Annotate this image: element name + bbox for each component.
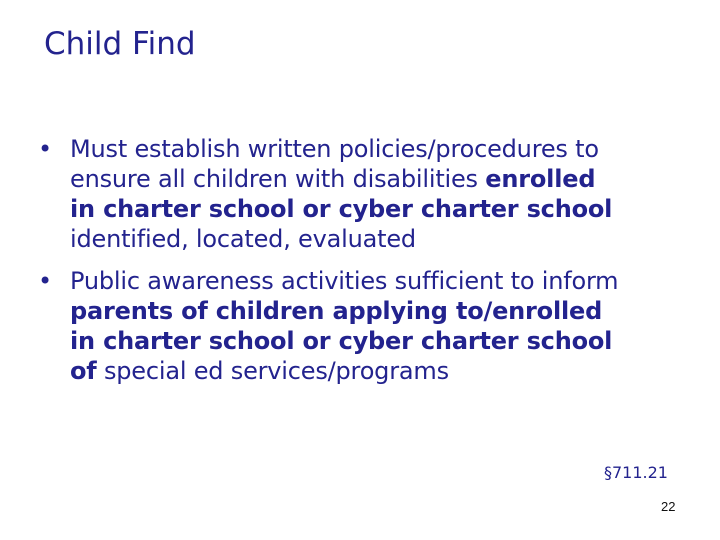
bullet-line — [70, 224, 696, 254]
bullet-line — [70, 164, 696, 194]
bullet-text: special ed services/programs — [96, 357, 449, 385]
bullet-item — [36, 266, 696, 386]
bullet-line — [70, 194, 696, 224]
bullet-text-bold: of — [70, 357, 97, 385]
bullet-line — [70, 356, 696, 386]
bullet-text-bold: in charter school or cyber charter school — [70, 327, 613, 355]
bullet-text: Public awareness activities sufficient to inform — [70, 267, 619, 295]
bullet-marker: • — [38, 267, 52, 295]
bullet-text: identified, located, evaluated — [70, 225, 416, 253]
bullet-item — [36, 134, 696, 254]
page-number: 22 — [661, 499, 676, 514]
bullet-line — [70, 134, 696, 164]
bullet-text-bold: enrolled — [485, 165, 596, 193]
bullet-line — [70, 326, 696, 356]
bullet-text-bold: in charter school or cyber charter school — [70, 195, 613, 223]
bullet-text: Must establish written policies/procedures to — [70, 135, 599, 163]
bullet-marker: • — [38, 135, 52, 163]
bullet-text: ensure all children with disabilities — [70, 165, 486, 193]
citation: §711.21 — [604, 463, 668, 482]
bullet-line — [70, 296, 696, 326]
slide-title: Child Find — [44, 26, 196, 62]
bullet-text-bold: parents of children applying to/enrolled — [70, 297, 603, 325]
bullet-line — [70, 266, 696, 296]
bullet-list — [36, 134, 696, 398]
